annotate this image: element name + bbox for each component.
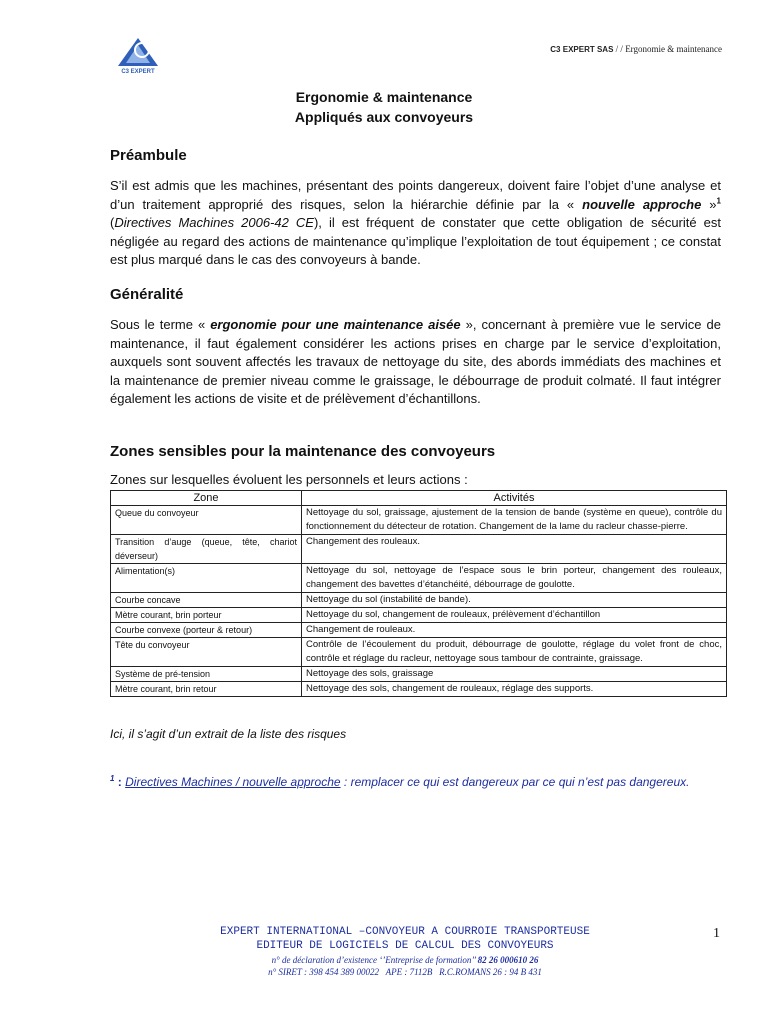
zone-cell: Transition d’auge (queue, tête, chariot déverseur) [111, 535, 302, 564]
activity-cell: Nettoyage des sols, changement de rouleaux, réglage des supports. [302, 682, 727, 697]
footnote-ref[interactable]: 1 [716, 196, 721, 206]
zone-cell: Courbe convexe (porteur & retour) [111, 623, 302, 638]
activity-cell: Nettoyage du sol, changement de rouleaux, prélèvement d’échantillon [302, 608, 727, 623]
footer-registration [0, 954, 768, 978]
column-header-zone: Zone [111, 491, 302, 506]
page-title: Ergonomie & maintenance [295, 89, 473, 105]
heading-generalite: Généralité [110, 286, 184, 303]
zone-cell: Courbe concave [111, 593, 302, 608]
activity-cell: Changement des rouleaux. [302, 535, 727, 564]
header-subject: Ergonomie & maintenance [625, 44, 722, 54]
page-subtitle: Appliqués aux convoyeurs [294, 109, 474, 125]
zone-cell: Système de pré-tension [111, 667, 302, 682]
heading-zones: Zones sensibles pour la maintenance des convoyeurs [110, 443, 496, 460]
heading-preambule: Préambule [110, 147, 187, 164]
zones-table [110, 490, 727, 697]
footnote [110, 774, 721, 791]
table-row [111, 623, 727, 638]
paragraph-preambule: S’il est admis que les machines, présentant des points dangereux, doivent faire l’objet d’une analyse et d’un traitement approprié des risques, selon la hiérarchie définie par la « nouvelle approche »$^1$ (Directives Machines 2006-42 CE), il est fréquent de constater que cette obligation de sécurité est négligée au regard des actions de maintenance qu’implique l’exploitation de tout équipement ; ce constat est plus marqué dans le cas des convoyeurs à bande. [110, 178, 721, 268]
zone-cell: Mètre courant, brin retour [111, 682, 302, 697]
page-number: 1 [713, 926, 720, 941]
activity-cell: Nettoyage du sol (instabilité de bande). [302, 593, 727, 608]
zones-intro: Zones sur lesquelles évoluent les personnels et leurs actions : [110, 472, 468, 487]
paragraph-generalite: Sous le terme « ergonomie pour une maintenance aisée », concernant à première vue le service de maintenance, il faut également considérer les actions prises en charge par le service d’exploitation, auxquels sont souvent affectés les travaux de nettoyage du site, des abords immédiats des machines et la maintenance de premier niveau comme le graissage, le débourrage de produit colmaté. Il faut intégrer également les actions de visite et de prélèvement d’échantillons. [110, 317, 721, 407]
footer-line-1: EXPERT INTERNATIONAL –CONVOYEUR A COURROIE TRANSPORTEUSE [220, 926, 590, 938]
header-brand: C3 EXPERT SAS [550, 45, 614, 54]
table-row [111, 682, 727, 697]
zone-cell: Tête du convoyeur [111, 638, 302, 667]
footer-line-3: n° de déclaration d’existence ‘’Entreprise de formation’’ 82 26 000610 26 [271, 955, 539, 965]
footnote-link[interactable]: Directives Machines / nouvelle approche [125, 775, 341, 789]
column-header-activites: Activités [302, 491, 727, 506]
activity-cell: Nettoyage du sol, nettoyage de l’espace sous le brin porteur, changement des rouleaux, changement des bavettes d’étanchéité, débourrage de goulotte. [302, 564, 727, 593]
activity-cell: Changement de rouleaux. [302, 623, 727, 638]
footer-company [0, 925, 768, 953]
zone-cell: Alimentation(s) [111, 564, 302, 593]
table-row [111, 608, 727, 623]
table-row [111, 667, 727, 682]
table-note: Ici, il s’agit d’un extrait de la liste des risques [110, 727, 347, 741]
footer-line-2: EDITEUR DE LOGICIELS DE CALCUL DES CONVOYEURS [256, 940, 554, 952]
footer-line-4: n° SIRET : 398 454 389 00022 APE : 7112B R.C.ROMANS 26 : 94 B 431 [268, 967, 542, 977]
footnote-colon: : [114, 775, 126, 789]
zone-cell: Queue du convoyeur [111, 506, 302, 535]
activity-cell: Nettoyage du sol, graissage, ajustement de la tension de bande (système en queue), contrôle du fonctionnement du détecteur de rotation. Changement de la lame du racleur chasse-pierre. [302, 506, 727, 535]
table-row [111, 564, 727, 593]
header-separator: / / [613, 44, 626, 54]
table-row [111, 535, 727, 564]
company-logo [112, 36, 164, 74]
table-header-row [111, 491, 727, 506]
activity-cell: Contrôle de l’écoulement du produit, débourrage de goulotte, réglage du volet front de choc, contrôle et réglage du racleur, nettoyage sous tambour de contrainte, graissage. [302, 638, 727, 667]
table-row [111, 506, 727, 535]
table-row [111, 593, 727, 608]
zone-cell: Mètre courant, brin porteur [111, 608, 302, 623]
svg-text:C3 EXPERT: C3 EXPERT [121, 69, 155, 74]
footnote-mark: 1 [110, 774, 115, 783]
activity-cell: Nettoyage des sols, graissage [302, 667, 727, 682]
header-text [550, 44, 722, 54]
footnote-text: : remplacer ce qui est dangereux par ce qui n’est pas dangereux. [340, 775, 690, 789]
table-row [111, 638, 727, 667]
